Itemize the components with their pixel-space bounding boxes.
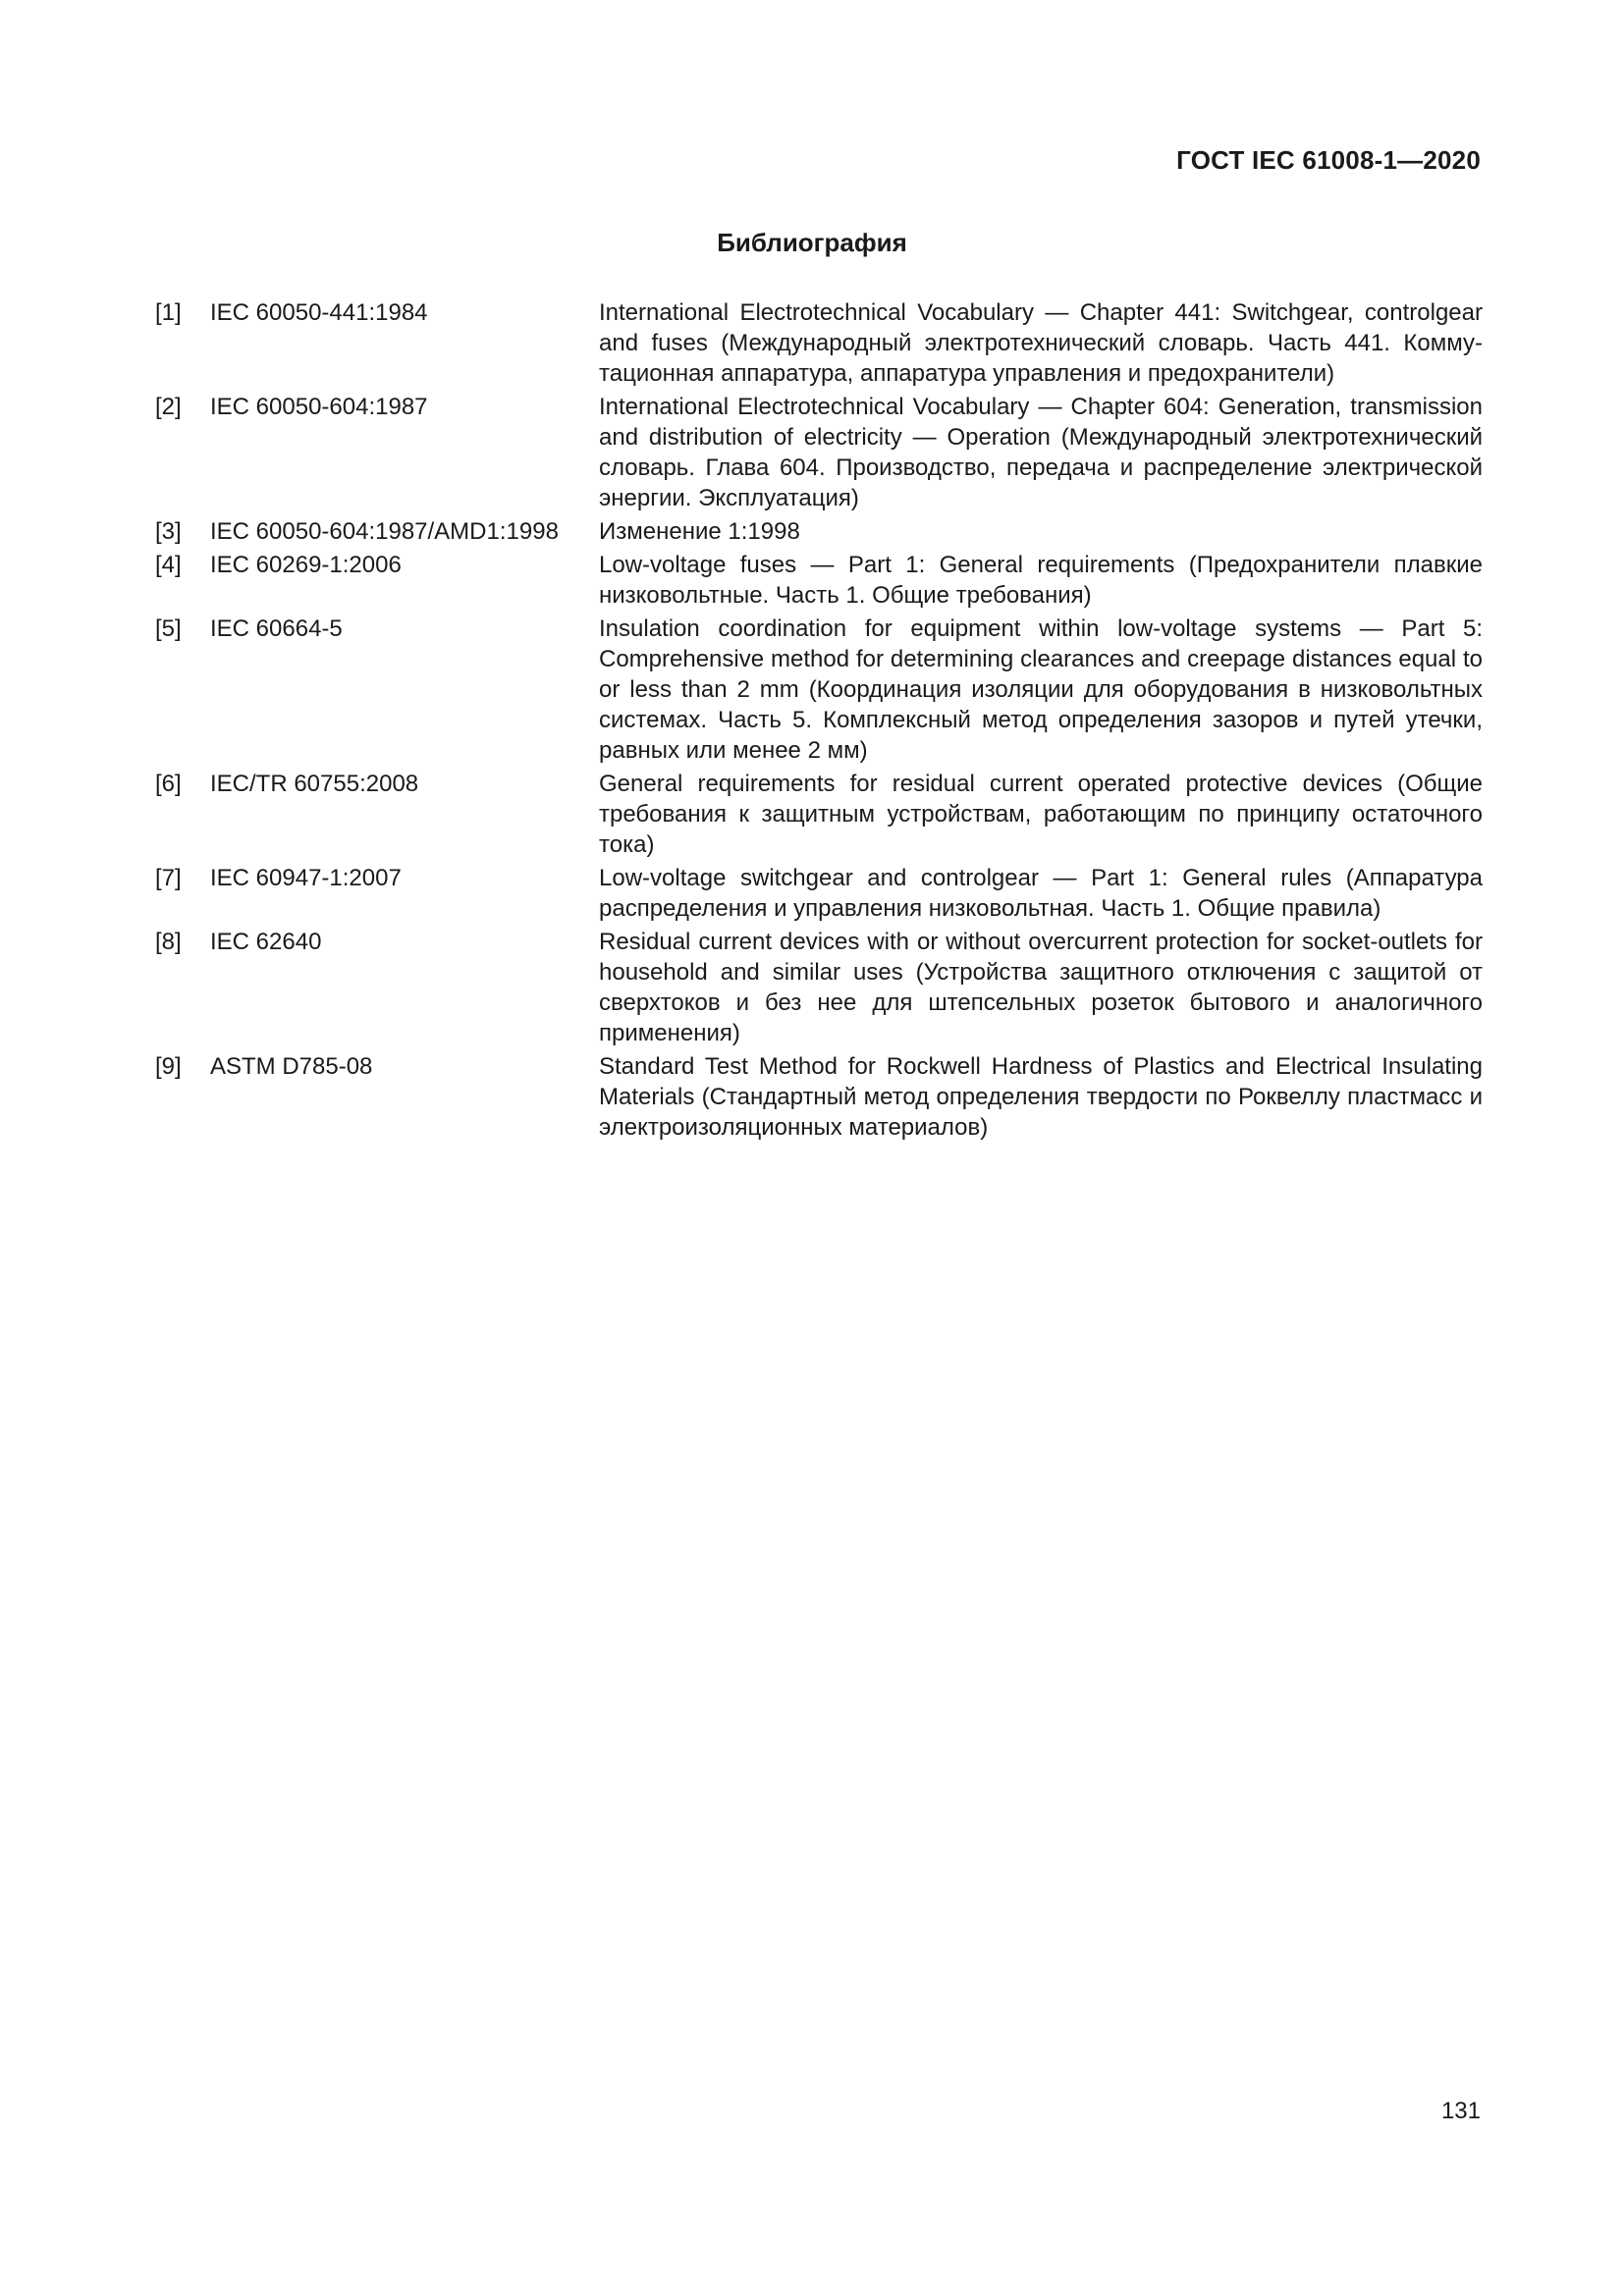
entry-number: [7] <box>155 865 182 891</box>
entry-description: International Electrotechnical Vocabulary — Chapter 441: Switchgear, controlgear and fuses (Международный электротехнический словарь. Часть 441. Коммутационная аппаратура, аппаратура управления и предохранители) <box>599 299 1483 387</box>
entry-code: ASTM D785-08 <box>210 1053 373 1080</box>
bibliography-entry-5 <box>155 614 1483 766</box>
entry-description: Low-voltage switchgear and controlgear — Part 1: General rules (Аппаратура распределения и управления низковольтная. Часть 1. Общие правила) <box>599 865 1483 922</box>
entry-code: IEC 60664-5 <box>210 615 343 642</box>
page-number: 131 <box>1440 2098 1481 2124</box>
entry-code: IEC 60050-604:1987 <box>210 394 428 420</box>
entry-description: Low-voltage fuses — Part 1: General requirements (Предохранители плавкие низковольтные. Часть 1. Общие требования) <box>599 552 1483 609</box>
bibliography-title: Библиография <box>717 228 907 257</box>
entry-code: IEC 60947-1:2007 <box>210 865 402 891</box>
entry-number: [5] <box>155 615 182 642</box>
bibliography-entry-6 <box>155 769 1483 860</box>
bibliography-entry-4 <box>155 550 1483 611</box>
entry-number: [9] <box>155 1053 182 1080</box>
entry-code: IEC/TR 60755:2008 <box>210 771 419 797</box>
entry-code: IEC 60050-604:1987/AMD1:1998 <box>210 518 559 545</box>
entry-code: IEC 60269-1:2006 <box>210 552 402 578</box>
entry-number: [8] <box>155 929 182 955</box>
entry-code: IEC 60050-441:1984 <box>210 299 428 326</box>
entry-description: Standard Test Method for Rockwell Hardness of Plastics and Electrical Insulating Materials (Стандартный метод определения твердости по Роквеллу пластмасс и электроизоляционных материалов) <box>599 1053 1483 1141</box>
entry-description: International Electrotechnical Vocabulary — Chapter 604: Generation, transmission and distribution of electricity — Operation (Международный электротехнический словарь. Глава 604. Производство, передача и распределение электрической энергии. Эксплуатация) <box>599 394 1483 511</box>
entry-code: IEC 62640 <box>210 929 322 955</box>
bibliography-entry-7 <box>155 863 1483 924</box>
entry-number: [2] <box>155 394 182 420</box>
bibliography-entry-9 <box>155 1051 1483 1143</box>
entry-description: General requirements for residual current operated protective devices (Общие требования к защитным устройствам, работающим по принципу остаточного тока) <box>599 771 1483 858</box>
entry-description: Residual current devices with or without overcurrent protection for socket-outlets for household and similar uses (Устройства защитного отключения с защитой от сверхтоков и без нее для штепсельных розеток бытового и аналогичного применения) <box>599 929 1483 1046</box>
bibliography-entry-1 <box>155 297 1483 389</box>
bibliography-entry-2 <box>155 392 1483 513</box>
entry-description: Изменение 1:1998 <box>599 518 800 545</box>
document-code: ГОСТ IEC 61008-1—2020 <box>1176 145 1481 175</box>
entry-number: [6] <box>155 771 182 797</box>
bibliography-entry-3 <box>155 516 1483 547</box>
bibliography-entry-8 <box>155 927 1483 1048</box>
entry-number: [4] <box>155 552 182 578</box>
entry-number: [3] <box>155 518 182 545</box>
entry-number: [1] <box>155 299 182 326</box>
bibliography-list <box>155 297 1483 1146</box>
entry-description: Insulation coordination for equipment within low-voltage systems — Part 5: Comprehensive method for determining clearances and creepage distances equal to or less than 2 mm (Координация изоляции для оборудования в низковольтных системах. Часть 5. Комплексный метод определения зазоров и путей утечки, равных или менее 2 мм) <box>599 615 1483 764</box>
